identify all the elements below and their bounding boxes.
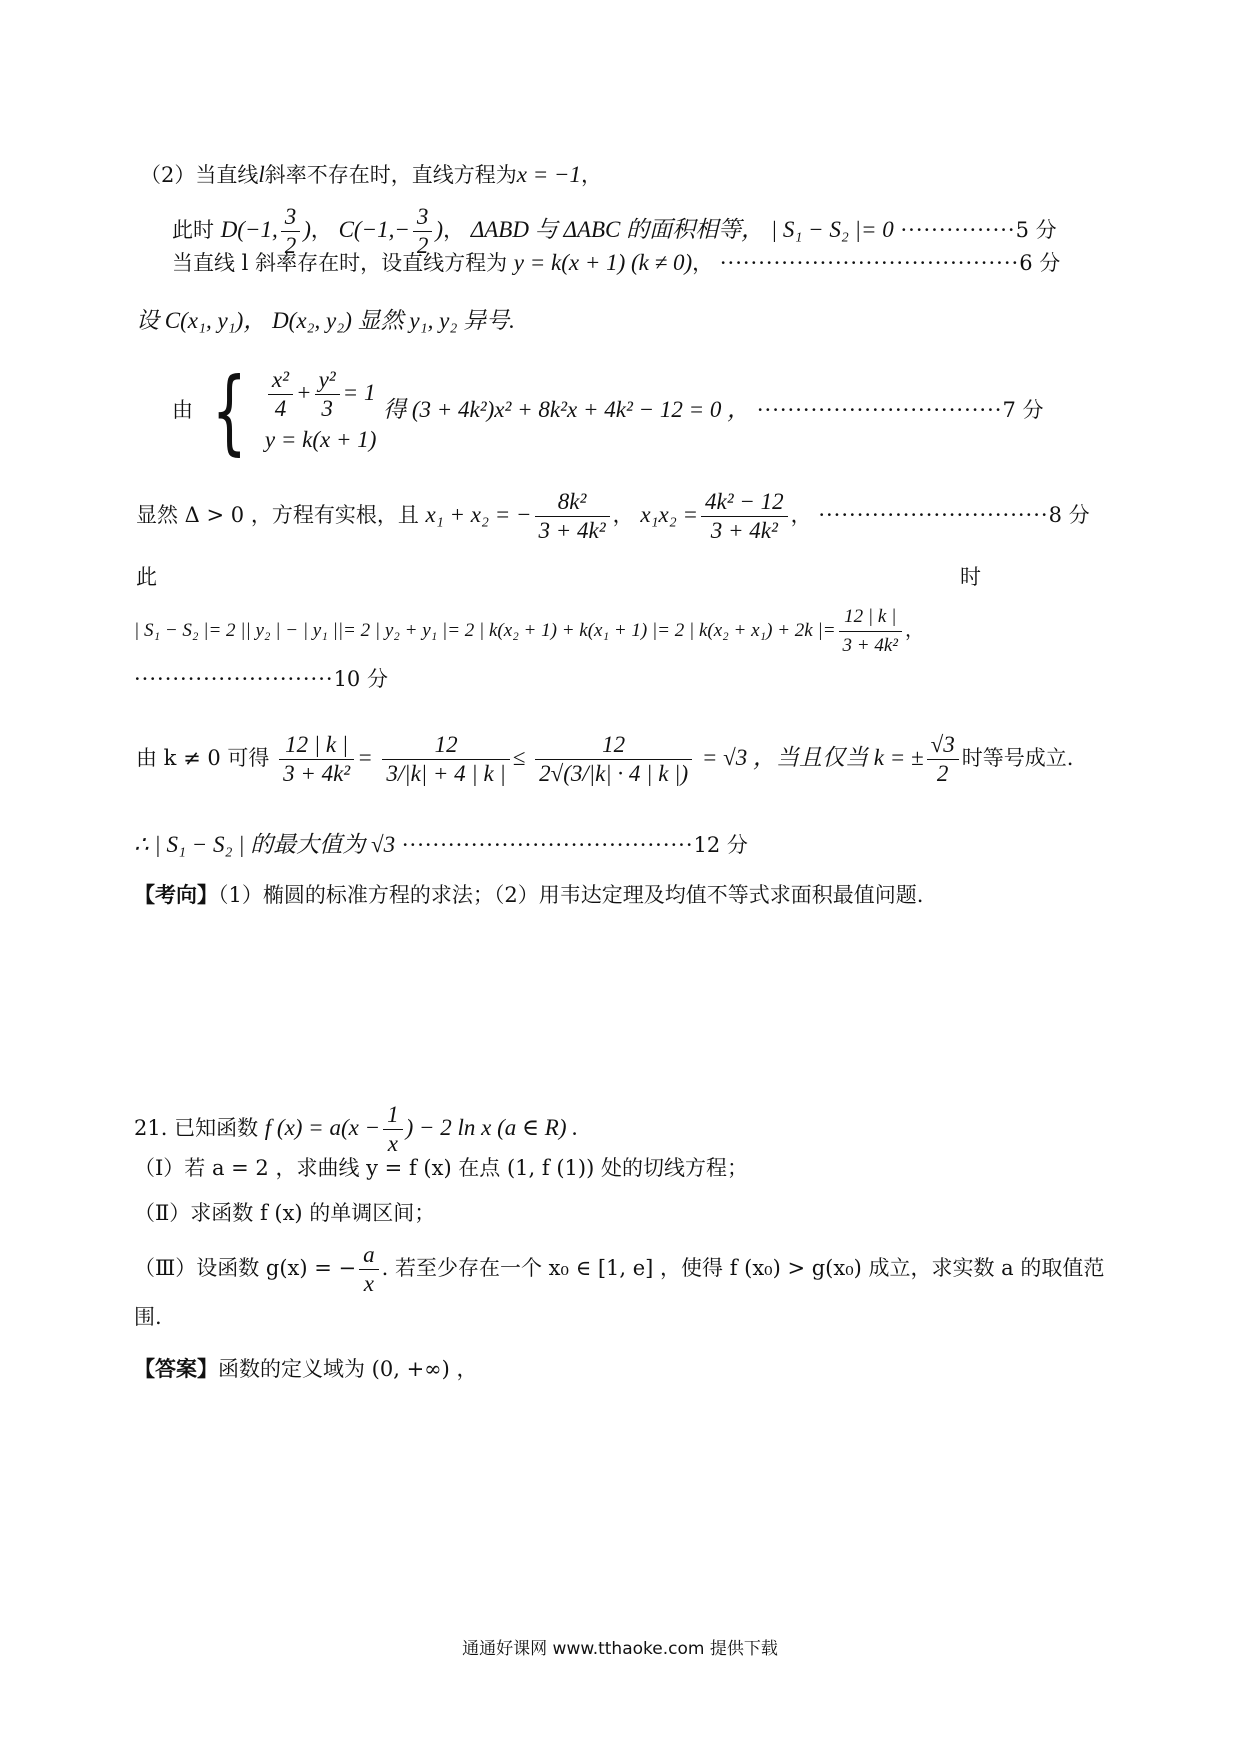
q21-part3 (134, 1238, 1240, 1298)
q21-p1-text: （Ⅰ）若 a = 2 ，求曲线 y = f (x) 在点 (1, f (1)) 处的切线方程； (134, 1156, 748, 1180)
case1-line: 此时 D(−1, $\frac{3}{2}$ )， C(−1,− $\frac{3}{2}$ )， ΔABD 与 ΔABC 的面积相等， | S₁ − S₂ |= 0 ···············5 分 (172, 204, 1057, 258)
ineq-tail: 时等号成立. (961, 746, 1074, 770)
long-eq-line: | S₁ − S₂ |= 2 || y₂ | − | y₁ ||= 2 | y₂ + y₁ |= 2 | k(x₂ + 1) + k(x₁ + 1) |= 2 | k(x₂ + x₁) + 2k |= $\frac{12 | k |}{\text{3 + 4k²}}$ ， (134, 600, 1240, 660)
system-result: 得 (3 + 4k²)x² + 8k²x + 4k² − 12 = 0 ， (383, 397, 751, 422)
score-5: 5 分 (1015, 218, 1057, 242)
case1-abs: | S₁ − S₂ |= 0 (770, 217, 894, 242)
prod-den: 3 + 4k² (701, 516, 788, 545)
case2-line: 当直线 l 斜率存在时，设直线方程为 y = k(x + 1) (k ≠ 0)， ·······································6 分 (172, 250, 1061, 275)
equation-system: $\frac{\text{x²}}{4}$ + $\frac{\text{y²}}{3}$ = 1 y = k(x + 1) (265, 366, 377, 457)
conclusion-line (134, 830, 1240, 860)
ci-left: 此 (136, 565, 157, 589)
dot-leader: ·························· (134, 667, 334, 691)
ineq-pre: 由 k ≠ 0 可得 (136, 746, 270, 770)
frac-den: 2 (281, 231, 301, 260)
q21-stem-den: x (383, 1129, 403, 1158)
q21-part1 (134, 1153, 1240, 1183)
setup-line (136, 306, 1240, 336)
case2-text: 当直线 l 斜率存在时，设直线方程为 (172, 251, 508, 275)
q21-answer (134, 1354, 1240, 1384)
direction-text: （1）椭圆的标准方程的求法；（2）用韦达定理及均值不等式求面积最值问题. (218, 883, 924, 907)
frac-num: 3 (284, 204, 297, 229)
left-brace: { (211, 357, 247, 465)
case1-pre: 此时 (172, 218, 214, 242)
q21-p3-pre: （Ⅲ）设函数 g(x) = − (134, 1256, 357, 1280)
dot-leader: ······································ (401, 833, 694, 857)
system-line (172, 357, 1240, 465)
answer-text: 函数的定义域为 (0, +∞) ， (218, 1357, 478, 1381)
q21-stem-eq: f (x) = a(x − (264, 1115, 381, 1140)
q21-part2 (134, 1198, 1240, 1228)
q21-stem-tail: ) − 2 ln x (a ∈ R) . (405, 1115, 579, 1140)
score-6: 6 分 (1019, 251, 1061, 275)
q21-stem-num: 1 (387, 1102, 399, 1127)
sys-eq2: y = k(x + 1) (264, 427, 377, 452)
delta-line: 显然 Δ > 0 ，方程有实根，且 x₁ + x₂ = − $\frac{\text{8k²}}{\text{3 + 4k²}}$ ， x₁x₂ = $\frac{\text{4k² − 12}}{\text{3 + 4k²}}$ ， ······························8 分 (136, 489, 1090, 543)
dot-leader: ······························ (818, 503, 1049, 527)
intro-tail: 斜率不存在时，直线方程为 (264, 163, 517, 187)
dot-leader: ······································· (719, 251, 1020, 275)
ineq-den2: 3/|k| + 4 | k | (382, 759, 509, 788)
sys-eq1-tail: = 1 (342, 379, 376, 405)
intro-eq: x = −1 (516, 162, 582, 187)
system-pre: 由 (172, 398, 193, 422)
ci-right: 时 (960, 565, 981, 589)
delta-pre: 显然 Δ > 0 ，方程有实根，且 (136, 503, 419, 527)
score-12: 12 分 (693, 833, 748, 857)
case1-area: ΔABD 与 ΔABC 的面积相等， (470, 217, 765, 242)
ineq-den1: 3 + 4k² (279, 759, 354, 788)
q21-stem (134, 1098, 1240, 1158)
ineq-k-den: 2 (927, 759, 959, 788)
answer-tag: 【答案】 (134, 1356, 218, 1381)
long-den: 3 + 4k² (839, 631, 902, 660)
part2-intro (140, 160, 1240, 190)
point-c: C(−1,− (338, 217, 410, 242)
q21-p2-text: （Ⅱ）求函数 f (x) 的单调区间； (134, 1201, 436, 1225)
long-eq: | S₁ − S₂ |= 2 || y₂ | − | y₁ ||= 2 | y₂ + y₁ |= 2 | k(x₂ + 1) + k(x₁ + 1) |= 2 | k(x₂ + x₁) + 2k |= (134, 620, 836, 641)
ineq-num2: 12 (434, 732, 458, 757)
prod-num: 4k² − 12 (705, 489, 784, 514)
ineq-den3: 2√(3/|k| · 4 | k |) (535, 759, 692, 788)
inequality-line: 由 k ≠ 0 可得 $\frac{12 | k |}{\text{3 + 4k²}}$ = $\frac{12}{3/|k| + 4 | k |}$ ≤ $\frac{12}{2√(3/|k| \cdot 4 | k |)}$ = √3 ，当且仅当 k = ± $\frac{√3}{2}$ 时等号成立. (136, 732, 1074, 786)
setup-text: 设 C(x₁, y₁)， D(x₂, y₂) 显然 y₁, y₂ 异号. (136, 308, 515, 333)
score-10: 10 分 (333, 667, 388, 691)
sum-lhs: x₁ + x₂ = − (425, 502, 532, 527)
long-num: 12 | k | (844, 605, 897, 627)
score-7: 7 分 (1002, 398, 1044, 422)
score-8: 8 分 (1048, 503, 1090, 527)
dot-leader: ··············· (900, 218, 1016, 242)
intro-var: l (258, 162, 265, 187)
ineq-num1: 12 | k | (285, 732, 349, 757)
case2-eq: y = k(x + 1) (k ≠ 0) (513, 250, 693, 275)
dot-leader: ································ (756, 398, 1003, 422)
score10-line (134, 664, 1240, 694)
sys-4: 4 (268, 394, 293, 423)
q21-p3-den: x (359, 1269, 379, 1298)
intro-text: （2）当直线 (140, 163, 259, 187)
q21-p3-num: a (363, 1242, 375, 1267)
sum-den: 3 + 4k² (535, 516, 610, 545)
q21-p3-cont: 围. (134, 1305, 162, 1329)
q21-stem-pre: 21. 已知函数 (134, 1116, 259, 1140)
sys-3: 3 (315, 394, 340, 423)
ineq-num3: 12 (602, 732, 626, 757)
ineq-k-num: √3 (930, 732, 955, 757)
conclusion-text: ∴ | S₁ − S₂ | 的最大值为 √3 (134, 832, 396, 857)
prod-lhs: x₁x₂ = (640, 502, 698, 527)
q21-part3-cont (134, 1302, 1240, 1332)
sys-y2: y² (318, 367, 336, 392)
direction-line (134, 880, 1240, 910)
q21-p3-tail: . 若至少存在一个 x₀ ∈ [1, e] ，使得 f (x₀) > g(x₀) 成立，求实数 a 的取值范 (381, 1256, 1105, 1280)
frac-num: 3 (416, 204, 429, 229)
page-footer: 通通好课网 www.tthaoke.com 提供下载 (462, 1639, 778, 1659)
intro-end: ， (581, 163, 603, 187)
ineq-result: = √3 ，当且仅当 k = ± (701, 745, 924, 770)
sys-x2: x² (271, 367, 290, 392)
frac-den: 2 (413, 231, 433, 260)
point-d: D(−1, (220, 217, 278, 242)
direction-tag: 【考向】 (134, 882, 218, 907)
sum-num: 8k² (557, 489, 587, 514)
